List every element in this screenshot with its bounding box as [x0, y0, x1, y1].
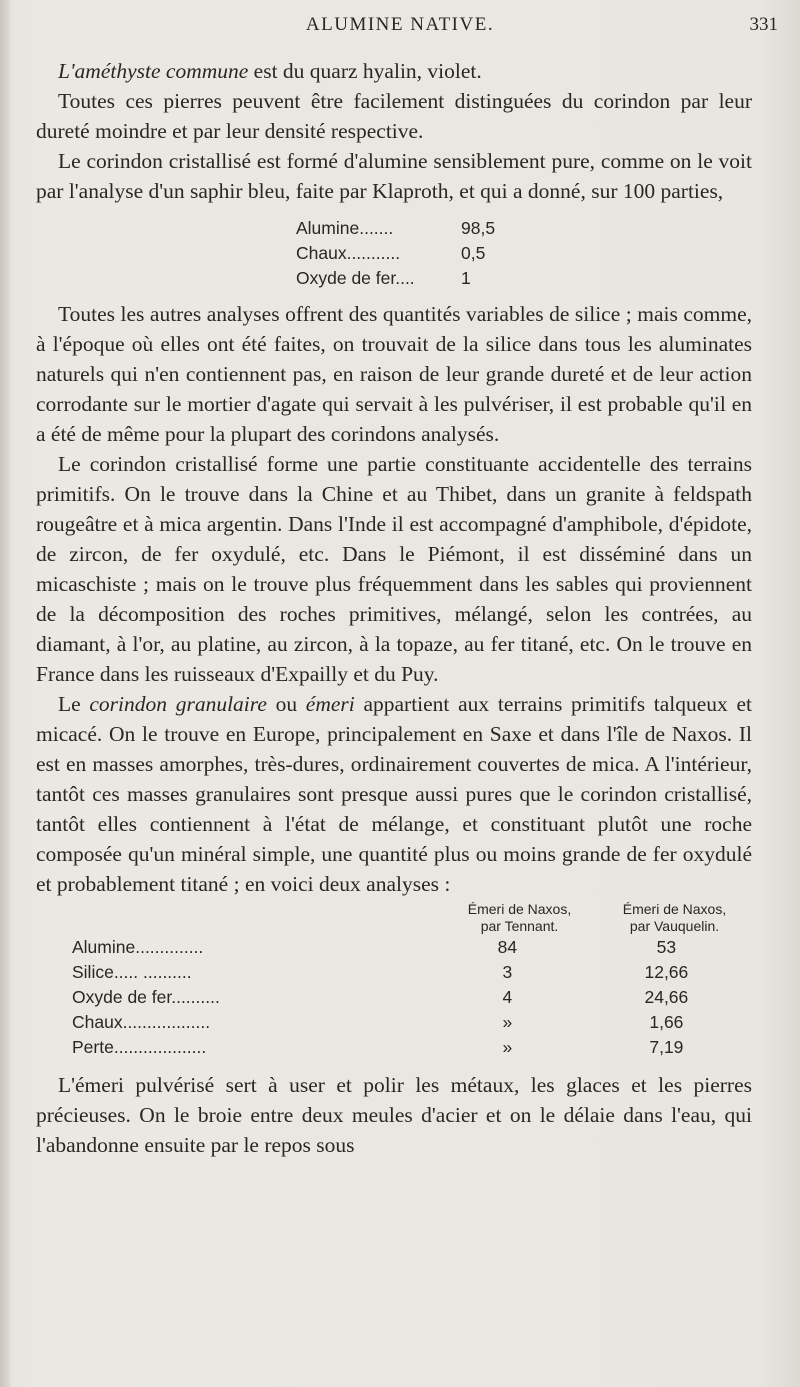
column-header-vauquelin: [597, 901, 752, 935]
cell-tennant: »: [502, 1037, 513, 1057]
paragraph-silice: Toutes les autres analyses offrent des quantités variables de silice ; mais comme, à l'époque où elles ont été faites, on trouvait de la silice dans tous les aluminates naturels qui n'en contiennent pas, en raison de leur grande dureté et de leur action corrodante sur le mortier d'agate qui servait à les pulvériser, il est probable qu'il en a été de même pour la plupart des corindons analysés.: [36, 302, 752, 446]
cell-vauquelin: 7,19: [649, 1037, 684, 1057]
paragraph-gisement: Le corindon cristallisé forme une partie constituante accidentelle des terrains primitifs. On le trouve dans la Chine et au Thibet, dans un granite à feldspath rougeâtre et à mica argentin. Dans l'Inde il est accompagné d'amphibole, d'épidote, de zircon, de fer oxydulé, etc. Dans le Piémont, il est disséminé dans un micaschiste ; mais on le trouve plus fréquemment dans les sables qui proviennent de la décomposition des roches primitives, mélangé, selon les contrées, au diamant, à l'or, au platine, au zircon, à la topaze, au fer titané, etc. On le trouve en France dans les ruisseaux d'Expailly et du Puy.: [36, 452, 752, 686]
page-spine-shadow: [0, 0, 10, 1387]
row-label: Alumine..............: [72, 937, 204, 957]
row-value: 98,5: [461, 218, 496, 238]
header-line: par Vauquelin.: [629, 918, 720, 934]
paragraph-text: Le: [58, 692, 90, 716]
page-number: 331: [749, 14, 778, 35]
paragraph-text: ou: [266, 692, 306, 716]
running-title: ALUMINE NATIVE.: [305, 14, 495, 35]
row-value: 0,5: [461, 243, 486, 263]
table-row: [36, 985, 752, 1010]
klaproth-analysis-table: [36, 216, 752, 291]
row-label: Oxyde de fer....: [296, 268, 415, 288]
header-line: Émeri de Naxos,: [467, 901, 572, 917]
paragraph-text: appartient aux terrains primitifs talqueux et micacé. On le trouve en Europe, principalement en Saxe et dans l'île de Naxos. Il est en masses amorphes, très-dures, ordinairement couvertes de mica. A l'intérieur, tantôt ces masses granulaires sont presque aussi pures que le corindon cristallisé, tantôt elles contiennent à l'état de mélange, et constituant plutôt une roche composée qu'un minéral simple, une quantité plus ou moins grande de fer oxydulé et probablement titané ; en voici deux analyses :: [36, 692, 753, 896]
cell-vauquelin: 53: [656, 937, 677, 957]
row-label: Chaux...........: [296, 243, 401, 263]
row-label: Silice..... ..........: [72, 962, 192, 982]
header-line: par Tennant.: [480, 918, 559, 934]
cell-vauquelin: 24,66: [644, 987, 689, 1007]
table-row: [36, 935, 752, 960]
italic-term: L'améthyste commune: [58, 59, 249, 83]
italic-term: émeri: [305, 692, 355, 716]
table-row: [296, 266, 752, 291]
row-label: Chaux..................: [72, 1012, 211, 1032]
column-header-tennant: [442, 901, 597, 935]
row-label: Alumine.......: [296, 218, 394, 238]
cell-tennant: »: [502, 1012, 513, 1032]
cell-tennant: 3: [502, 962, 513, 982]
table-row: [296, 216, 752, 241]
italic-term: corindon granulaire: [89, 692, 267, 716]
row-label: Perte...................: [72, 1037, 207, 1057]
cell-vauquelin: 12,66: [644, 962, 689, 982]
table-row: [36, 1010, 752, 1035]
cell-tennant: 4: [502, 987, 513, 1007]
paragraph-amethyste: [36, 56, 752, 86]
paragraph-klaproth: Le corindon cristallisé est formé d'alumine sensiblement pure, comme on le voit par l'analyse d'un saphir bleu, faite par Klaproth, et qui a donné, sur 100 parties,: [36, 149, 752, 203]
table-header: [36, 901, 752, 935]
paragraph-usage: L'émeri pulvérisé sert à user et polir les métaux, les glaces et les pierres précieuses. On le broie entre deux meules d'acier et on le délaie dans l'eau, qui l'abandonne ensuite par le repos sous: [36, 1073, 752, 1157]
body-text: [36, 56, 752, 1160]
row-value: 1: [461, 268, 471, 288]
paragraph-text: est du quarz hyalin, violet.: [248, 59, 482, 83]
emeri-analysis-table: [36, 901, 752, 1060]
table-row: [296, 241, 752, 266]
cell-vauquelin: 1,66: [649, 1012, 684, 1032]
row-label: Oxyde de fer..........: [72, 987, 220, 1007]
cell-tennant: 84: [497, 937, 518, 957]
header-line: Émeri de Naxos,: [622, 901, 727, 917]
paragraph-distinction: Toutes ces pierres peuvent être facilement distinguées du corindon par leur dureté moindre et par leur densité respective.: [36, 89, 752, 143]
running-head: [0, 14, 800, 44]
table-row: [36, 1035, 752, 1060]
table-row: [36, 960, 752, 985]
paragraph-emeri: [36, 689, 752, 899]
